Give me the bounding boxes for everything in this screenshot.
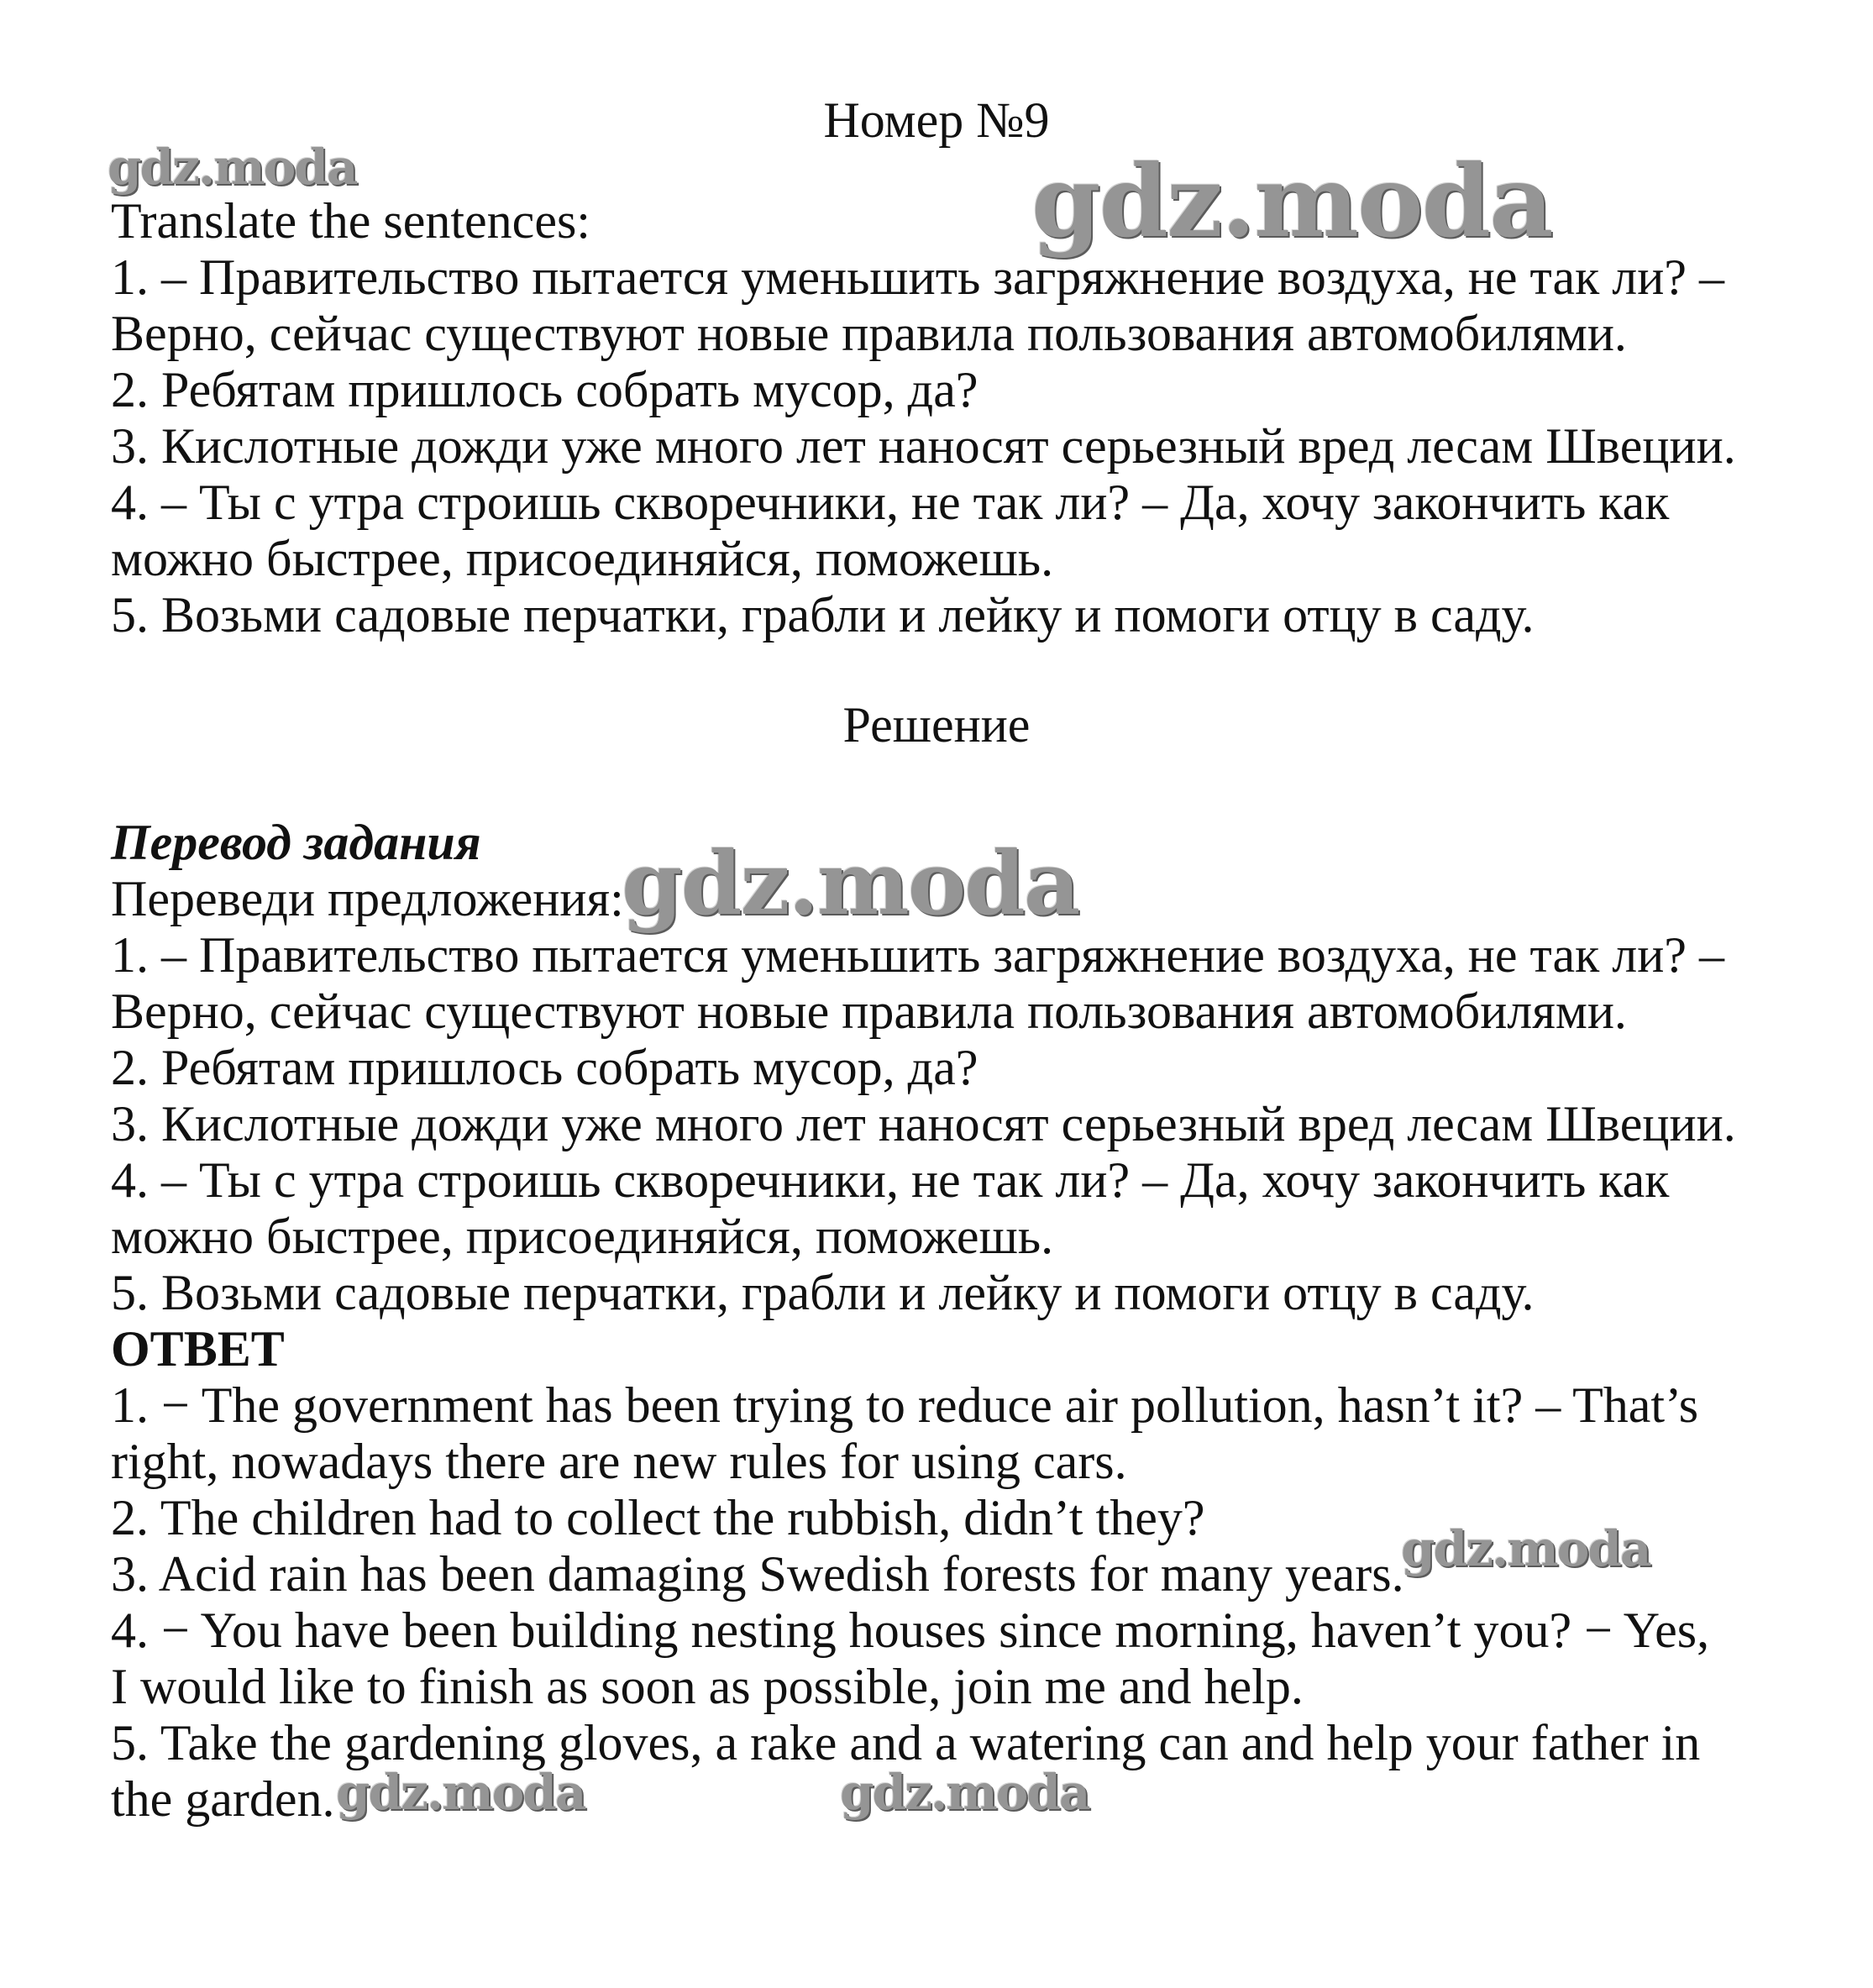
translation-line: 1. – Правительство пытается уменьшить загряжнение воздуха, не так ли? –	[111, 927, 1724, 983]
watermark-logo: gdz.moda	[840, 1764, 1089, 1821]
answer-line: 4. − You have been building nesting houses since morning, haven’t you? − Yes,	[111, 1602, 1710, 1658]
translation-line: 4. – Ты с утра строишь скворечники, не так ли? – Да, хочу закончить как	[111, 1152, 1670, 1208]
task-line: Верно, сейчас существуют новые правила пользования автомобилями.	[111, 306, 1627, 361]
answer-line: 3. Acid rain has been damaging Swedish forests for many years.	[111, 1546, 1404, 1602]
task-line: можно быстрее, присоединяйся, поможешь.	[111, 531, 1054, 586]
translation-block	[111, 815, 1791, 1828]
watermark-logo: gdz.moda	[622, 831, 1079, 935]
answer-line: I would like to finish as soon as possible, join me and help.	[111, 1659, 1304, 1714]
translation-instruction: Переведи предложения:	[111, 871, 624, 926]
translation-line: 2. Ребятам пришлось собрать мусор, да?	[111, 1040, 978, 1095]
solution-title: Решение	[842, 697, 1031, 753]
watermark-logo: gdz.moda	[1401, 1520, 1650, 1577]
answer-line: 1. − The government has been trying to reduce air pollution, hasn’t it? – That’s	[111, 1377, 1699, 1433]
task-block	[111, 193, 1791, 643]
task-line: 3. Кислотные дожди уже много лет наносят серьезный вред лесам Швеции.	[111, 418, 1736, 474]
translation-line: 5. Возьми садовые перчатки, грабли и лейку и помоги отцу в саду.	[111, 1265, 1535, 1320]
answer-line: right, nowadays there are new rules for using cars.	[111, 1434, 1127, 1489]
answer-line: 2. The children had to collect the rubbish, didn’t they?	[111, 1490, 1205, 1545]
task-line: 4. – Ты с утра строишь скворечники, не так ли? – Да, хочу закончить как	[111, 475, 1670, 530]
answer-line: the garden.	[111, 1771, 335, 1827]
page-title: Номер №9	[823, 92, 1050, 148]
watermark-logo: gdz.moda	[108, 139, 357, 196]
answer-heading: ОТВЕТ	[111, 1321, 285, 1377]
task-line: 5. Возьми садовые перчатки, грабли и лейку и помоги отцу в саду.	[111, 587, 1535, 643]
translation-line: можно быстрее, присоединяйся, поможешь.	[111, 1209, 1054, 1264]
translation-line: 3. Кислотные дожди уже много лет наносят серьезный вред лесам Швеции.	[111, 1096, 1736, 1151]
task-instruction: Translate the sentences:	[111, 193, 590, 249]
task-line: 1. – Правительство пытается уменьшить загряжнение воздуха, не так ли? –	[111, 249, 1724, 305]
task-line: 2. Ребятам пришлось собрать мусор, да?	[111, 362, 978, 417]
answer-line: 5. Take the gardening gloves, a rake and a watering can and help your father in	[111, 1715, 1701, 1770]
translation-line: Верно, сейчас существуют новые правила пользования автомобилями.	[111, 984, 1627, 1039]
watermark-logo: gdz.moda	[336, 1764, 585, 1821]
translation-heading: Перевод задания	[111, 815, 481, 870]
watermark-logo: gdz.moda	[1031, 143, 1552, 260]
